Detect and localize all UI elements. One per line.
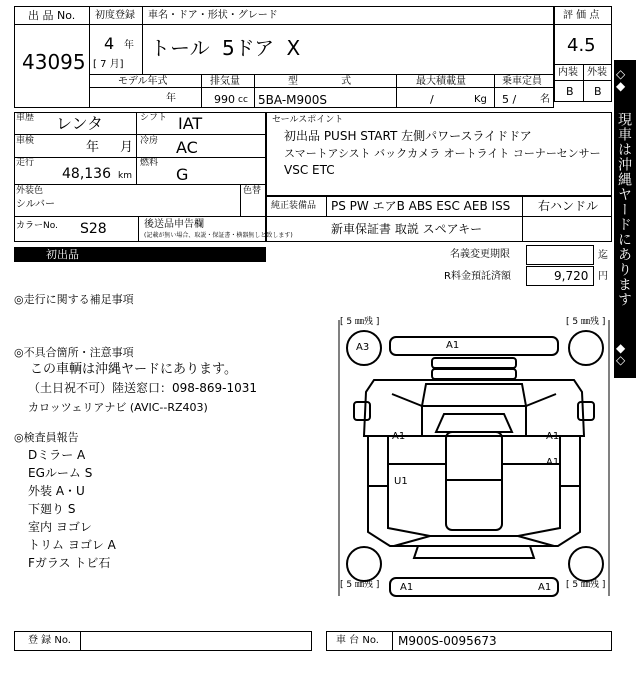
model-code: 5BA-M900S [258,93,328,107]
inspector-line-4: 下廻り S [28,502,76,516]
mileage: 48,136 [62,166,111,182]
defects-line-1: この車輌は沖縄ヤードにあります。 [30,362,237,377]
defects-title: ◎不具合箇所・注意事項 [14,346,134,359]
inspection-month: 月 [120,140,134,155]
color-code-label: 色替 [243,186,262,196]
color: シルバー [16,199,56,210]
shift-label: シフト [140,113,168,123]
fuel-label: 燃料 [140,158,159,168]
max-load-label: 最大積載量 [416,76,466,87]
name-change-field [526,245,594,265]
defects-line-2: （土日祝不可）陸送窓口：098-869-1031 [28,381,258,395]
warranty: 新車保証書 取説 スペアキー [331,222,483,236]
recycle-amount: 9,720 [554,269,589,283]
shift: IAT [178,114,203,133]
mileage-unit: km [118,171,132,181]
max-load: / [430,93,434,106]
lot-no: 43095 [22,50,86,74]
score: 4.5 [567,35,596,56]
first-reg-label: 初度登録 [95,10,135,21]
damage-a3: A3 [356,342,370,353]
max-load-unit: Kg [474,94,487,105]
ac-label: 冷房 [140,136,159,146]
equipment-label: 純正装備品 [271,201,317,211]
tire-top-left: [ 5 ㎜残 ] [340,317,380,327]
car-diagram [334,314,614,604]
reg-no-label: 登 録 No. [28,635,71,646]
mileage-label: 走行 [16,158,35,168]
damage-left-front: A1 [392,431,406,442]
inspector-line-2: EGルーム S [28,466,93,480]
side-note-diamond-top: ◇ ◆ [616,67,626,93]
exterior-grade: B [594,85,602,98]
tire-top-right: [ 5 ㎜残 ] [566,317,606,327]
lot-no-label: 出 品 No. [28,9,76,22]
interior-label: 内装 [558,67,578,78]
displacement-unit: cc [238,95,248,105]
damage-rear-right: A1 [538,582,552,593]
chassis-no: M900S-0095673 [398,634,497,648]
sales-point-1: 初出品 PUSH START 左側パワースライドドア [284,129,532,143]
reg-year: 4 [104,34,115,53]
fuel: G [176,165,189,184]
ac: AC [176,138,198,157]
sales-point-3: VSC ETC [284,163,335,177]
exterior-label: 外装 [587,67,607,78]
color-no: S28 [80,221,107,237]
model-year-unit: 年 [166,93,176,104]
recycle-label: R料金預託済額 [444,271,511,282]
damage-right-front: A1 [546,431,560,442]
first-listing-badge: 初出品 [46,248,79,261]
damage-rear-left: A1 [400,582,414,593]
inspection-label: 車検 [16,136,35,146]
car-name-label: 車名・ドア・形状・グレード [148,10,278,21]
reg-month: [ 7 月] [93,59,124,70]
defects-line-3: カロッツェリアナビ (AVIC--RZ403) [28,401,208,414]
name-change-label: 名義変更期限 [450,249,510,260]
recycle-unit: 円 [598,271,608,282]
sales-points-label: セールスポイント [272,115,344,125]
color-label: 外装色 [16,186,44,196]
displacement-label: 排気量 [210,76,240,87]
inspector-title: ◎検査員報告 [14,431,79,444]
tire-bottom-left: [ 5 ㎜残 ] [340,580,380,590]
capacity-unit: 名 [540,94,550,105]
type-label: 型 式 [288,76,352,87]
displacement: 990 [214,93,235,106]
model-year-label: モデル年式 [118,76,168,87]
damage-roof: U1 [394,476,408,487]
steering: 右ハンドル [538,199,599,213]
post-reg-note: (記載が無い場合、取説・保証書・横器無しと致します) [144,232,293,239]
inspector-line-5: 室内 ヨゴレ [28,520,92,534]
inspector-line-6: トリム ヨゴレ A [28,538,116,552]
capacity: 5 / [502,93,517,106]
side-note: 現車は沖縄ヤードにあります [616,112,632,307]
equipment: PS PW エアB ABS ESC AEB ISS [331,199,511,213]
post-reg-label: 後送品申告欄 [144,219,204,230]
name-change-unit: 迄 [598,250,608,261]
score-label: 評 価 点 [563,10,600,21]
side-note-diamond-bottom: ◆ ◇ [616,341,626,367]
tire-bottom-right: [ 5 ㎜残 ] [566,580,606,590]
interior-grade: B [566,85,574,98]
damage-top-bumper: A1 [446,340,460,351]
damage-right-rear: A1 [546,457,560,468]
inspector-line-1: Dミラー A [28,448,86,462]
inspection-year: 年 [86,140,100,155]
car-name: トール 5ドア X [150,36,301,60]
inspector-line-7: Fガラス トビ石 [28,556,111,570]
capacity-label: 乗車定員 [502,76,542,87]
inspector-line-3: 外装 A・U [28,484,85,498]
chassis-label: 車 台 No. [336,635,379,646]
reg-year-unit: 年 [124,40,134,51]
driving-notes-title: ◎走行に関する補足事項 [14,293,134,306]
sales-point-2: スマートアシスト バックカメラ オートライト コーナーセンサー [284,147,601,160]
history-label: 車歴 [16,113,35,123]
history: レンタ [56,114,103,133]
color-no-label: カラーNo. [16,221,58,231]
